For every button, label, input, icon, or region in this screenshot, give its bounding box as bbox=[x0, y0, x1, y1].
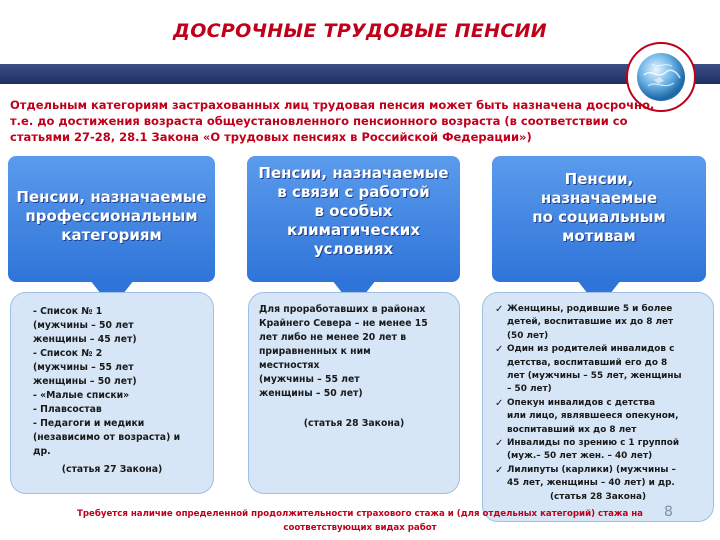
heading-line: климатических bbox=[287, 221, 420, 239]
card-professional bbox=[10, 292, 214, 494]
card-line: Крайнего Севера – не менее 15 bbox=[259, 318, 428, 329]
item-line: лет (мужчины – 55 лет, женщины bbox=[507, 371, 682, 382]
item-line: детей, воспитавшие их до 8 лет bbox=[507, 317, 674, 328]
header-bar bbox=[0, 64, 720, 84]
globe-icon bbox=[634, 50, 688, 104]
heading-line: профессиональным bbox=[25, 207, 198, 225]
checkmark-icon: ✓ bbox=[495, 464, 504, 476]
checkmark-icon: ✓ bbox=[495, 397, 504, 409]
heading-line: условиях bbox=[313, 240, 394, 258]
page-number: 8 bbox=[664, 504, 673, 520]
item-line: (50 лет) bbox=[507, 330, 549, 341]
list-item bbox=[495, 397, 713, 437]
law-reference: (статья 27 Закона) bbox=[61, 464, 163, 475]
card-climatic bbox=[248, 292, 460, 494]
heading-line: в связи с работой bbox=[277, 183, 430, 201]
card-line: женщины – 45 лет) bbox=[33, 334, 137, 345]
item-line: Лилипуты (карлики) (мужчины – bbox=[507, 464, 676, 475]
item-line: 45 лет, женщины – 40 лет) и др. bbox=[507, 478, 675, 489]
intro-line: Отдельным категориям застрахованных лиц трудовая пенсия может быть назначена досрочно, bbox=[10, 98, 655, 112]
intro-text bbox=[10, 97, 700, 145]
item-line: Один из родителей инвалидов с bbox=[507, 344, 675, 355]
category-heading-climatic bbox=[247, 156, 460, 282]
item-line: или лицо, являвшееся опекуном, bbox=[507, 411, 679, 422]
list-item bbox=[495, 437, 713, 464]
item-line: (муж.– 50 лет жен. – 40 лет) bbox=[507, 451, 653, 462]
intro-line: статьями 27-28, 28.1 Закона «О трудовых пенсиях в Российской Федерации») bbox=[10, 130, 532, 144]
item-line: Инвалиды по зрению с 1 группой bbox=[507, 438, 680, 449]
card-line: приравненных к ним bbox=[259, 346, 371, 357]
heading-line: Пенсии, bbox=[564, 170, 634, 188]
heading-line: по социальным bbox=[532, 208, 666, 226]
card-line: др. bbox=[33, 446, 51, 457]
heading-line: Пенсии, назначаемые bbox=[16, 188, 207, 206]
page-title: ДОСРОЧНЫЕ ТРУДОВЫЕ ПЕНСИИ bbox=[172, 20, 548, 42]
card-line: (независимо от возраста) и bbox=[33, 432, 181, 443]
item-line: Женщины, родившие 5 и более bbox=[507, 304, 673, 314]
law-reference: (статья 28 Закона) bbox=[303, 418, 405, 429]
card-line: - Список № 1 bbox=[33, 306, 103, 317]
checkmark-icon: ✓ bbox=[495, 438, 504, 450]
footer-note bbox=[0, 507, 720, 535]
card-line: (мужчины – 55 лет bbox=[33, 362, 134, 373]
category-heading-social bbox=[492, 156, 706, 282]
card-line: - Список № 2 bbox=[33, 348, 103, 359]
footer-line: соответствующих видах работ bbox=[283, 523, 437, 533]
item-line: детства, воспитавший его до 8 bbox=[507, 357, 668, 368]
list-item bbox=[495, 303, 713, 343]
heading-line: в особых bbox=[314, 202, 393, 220]
card-line: Для проработавших в районах bbox=[259, 304, 426, 315]
list-item bbox=[495, 464, 713, 491]
card-line: - Плавсостав bbox=[33, 404, 102, 415]
card-line: - Педагоги и медики bbox=[33, 418, 145, 429]
heading-line: мотивам bbox=[562, 227, 636, 245]
card-line: женщины – 50 лет) bbox=[259, 388, 363, 399]
card-line: - «Малые списки» bbox=[33, 390, 130, 401]
checkmark-icon: ✓ bbox=[495, 344, 504, 356]
category-heading-professional bbox=[8, 156, 215, 282]
card-line: (мужчины – 55 лет bbox=[259, 374, 360, 385]
law-reference: (статья 28 Закона) bbox=[549, 491, 647, 502]
card-line: (мужчины – 50 лет bbox=[33, 320, 134, 331]
heading-line: категориям bbox=[61, 226, 162, 244]
card-social bbox=[482, 292, 714, 522]
heading-line: назначаемые bbox=[540, 189, 658, 207]
checkmark-icon: ✓ bbox=[495, 304, 504, 315]
list-item bbox=[495, 343, 713, 397]
card-line: местностях bbox=[259, 360, 320, 371]
heading-line: Пенсии, назначаемые bbox=[258, 164, 449, 182]
item-line: – 50 лет) bbox=[507, 384, 552, 395]
card-line: женщины – 50 лет) bbox=[33, 376, 137, 387]
item-line: воспитавший их до 8 лет bbox=[507, 424, 637, 435]
intro-line: т.е. до достижения возраста общеустановленного пенсионного возраста (в соответствии со bbox=[10, 114, 628, 128]
card-line: лет либо не менее 20 лет в bbox=[259, 332, 407, 343]
item-line: Опекун инвалидов с детства bbox=[507, 397, 656, 408]
footer-line: Требуется наличие определенной продолжительности страхового стажа и (для отдельных категорий) стажа на bbox=[77, 509, 643, 519]
